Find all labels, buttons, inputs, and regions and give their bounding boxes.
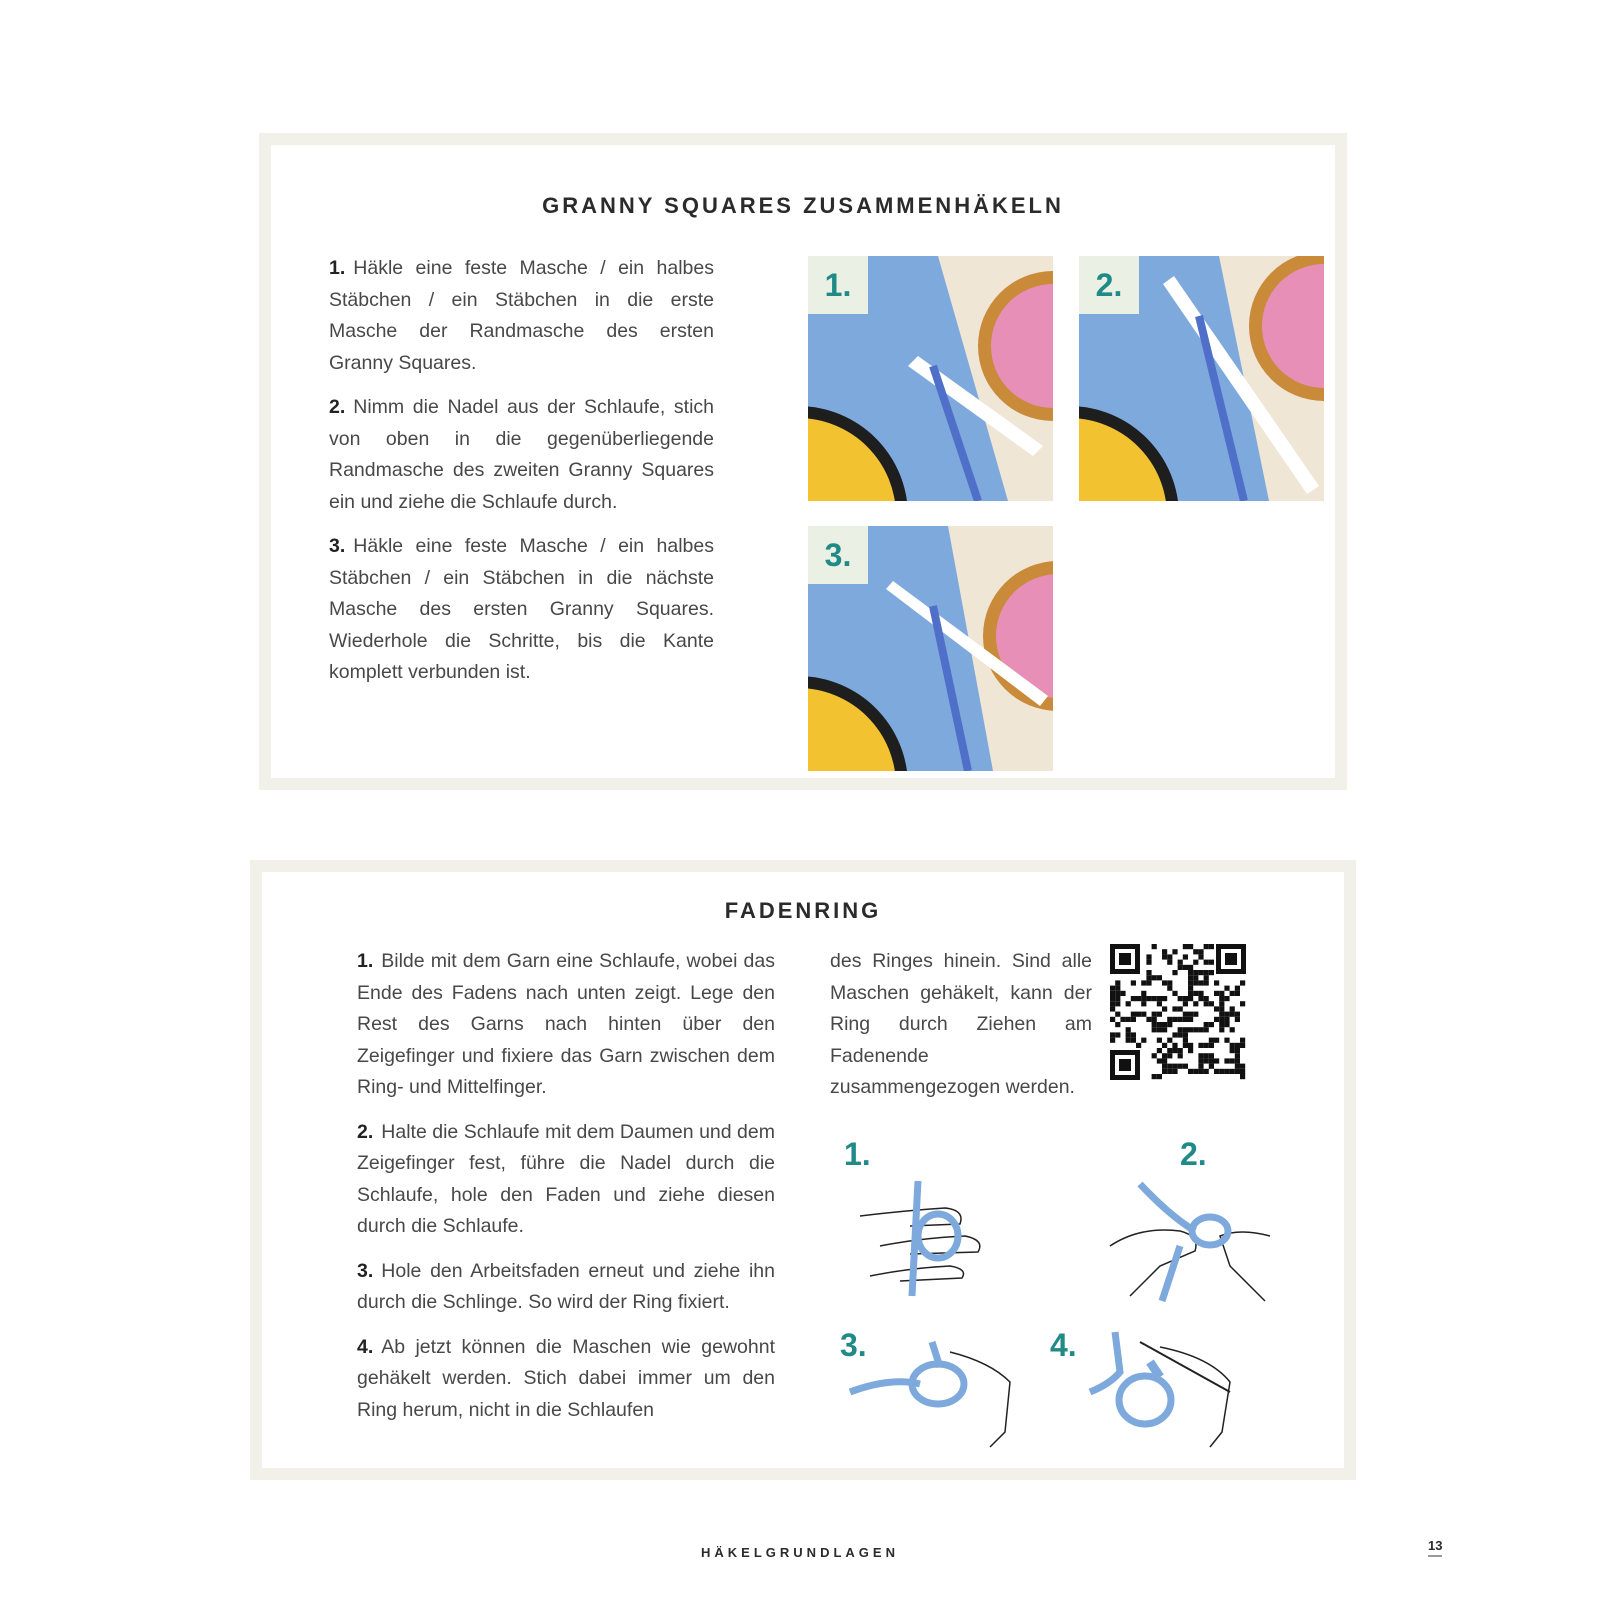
granny-squares-title: GRANNY SQUARES ZUSAMMENHÄKELN [542, 193, 1064, 218]
page-number: 13 [1428, 1538, 1442, 1557]
granny-step-2: 2. Nimm die Nadel aus der Schlaufe, stich von oben in die gegenüberliegende Randmasche des zweiten Granny Squares ein und ziehe die Schlaufe durch. [329, 396, 714, 513]
fadenring-title: FADENRING [724, 898, 882, 923]
diagram-label-3: 3. [840, 1327, 867, 1363]
fadenring-continuation: des Ringes hinein. Sind alle Maschen gehäkelt, kann der Ring durch Ziehen am Fadenende zusammengezogen werden. [830, 950, 1092, 1098]
fadenring-diagram-2 [1100, 1136, 1280, 1306]
crochet-photo-1 [808, 256, 1053, 501]
fadenring-step-2: 2. Halte die Schlaufe mit dem Daumen und dem Zeigefinger fest, führe die Nadel durch die Schlaufe, hole den Faden und ziehe diesen durch die Schlaufe. [357, 1120, 775, 1237]
diagram-label-2: 2. [1180, 1136, 1207, 1172]
fadenring-step-3: 3. Hole den Arbeitsfaden erneut und ziehe ihn durch die Schlinge. So wird der Ring fixiert. [357, 1259, 775, 1313]
diagram-label-4: 4. [1050, 1327, 1077, 1363]
fadenring-step-4: 4. Ab jetzt können die Maschen wie gewohnt gehäkelt werden. Stich dabei immer um den Ring herum, nicht in die Schlaufen [357, 1335, 775, 1421]
fadenring-steps [357, 946, 775, 1439]
fadenring-diagram-4 [1050, 1322, 1250, 1462]
section-label: HÄKELGRUNDLAGEN [701, 1545, 899, 1560]
photo-label-2: 2. [1079, 256, 1139, 314]
fadenring-diagram-1 [840, 1136, 1000, 1306]
photo-label-3: 3. [808, 526, 868, 584]
qr-code-icon[interactable] [1108, 942, 1248, 1082]
diagram-label-1: 1. [844, 1136, 871, 1172]
fadenring-step-1: 1. Bilde mit dem Garn eine Schlaufe, wobei das Ende des Fadens nach unten zeigt. Lege den Rest des Garns nach hinten über den Zeigefinger und fixiere das Garn zwischen dem Ring- und Mittelfinger. [357, 950, 775, 1098]
granny-step-3: 3. Häkle eine feste Masche / ein halbes Stäbchen / ein Stäbchen in die nächste Masche des ersten Granny Squares. Wiederhole die Schritte, bis die Kante komplett verbunden ist. [329, 535, 714, 683]
photo-label-1: 1. [808, 256, 868, 314]
crochet-photo-2 [1079, 256, 1324, 501]
fadenring-diagram-3 [840, 1322, 1020, 1462]
granny-squares-card [259, 133, 1347, 790]
granny-step-1: 1. Häkle eine feste Masche / ein halbes Stäbchen / ein Stäbchen in die erste Masche der Randmasche des ersten Granny Squares. [329, 257, 714, 374]
fadenring-card [250, 860, 1356, 1480]
crochet-photo-3 [808, 526, 1053, 771]
granny-steps [329, 253, 714, 702]
